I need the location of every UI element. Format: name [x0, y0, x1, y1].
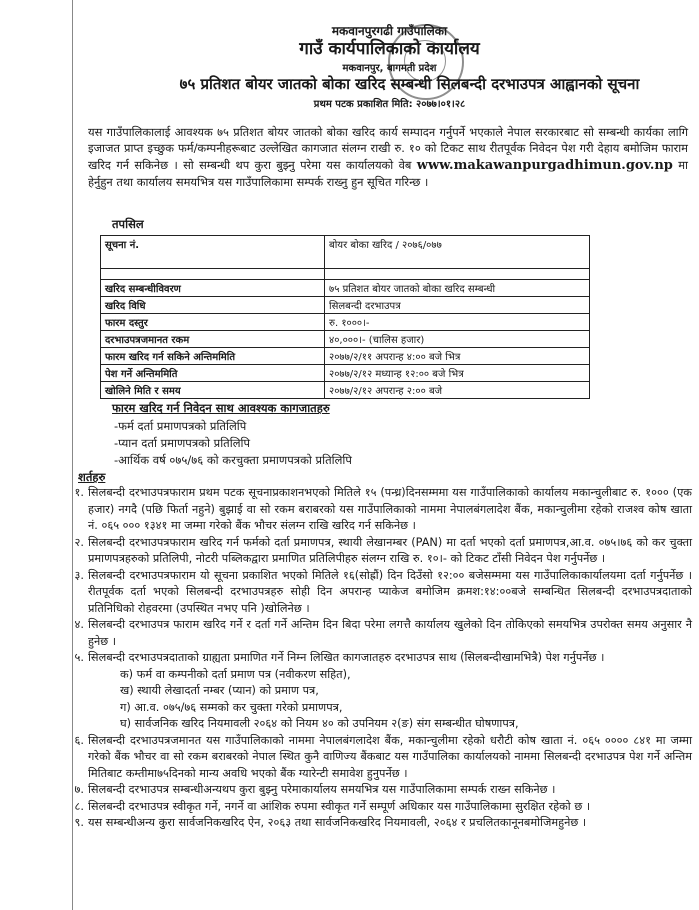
details-row	[101, 365, 590, 382]
term-item	[56, 650, 692, 733]
details-value: रु. १०००।-	[325, 314, 590, 331]
details-value	[325, 269, 590, 280]
term-number: ८.	[74, 799, 84, 813]
details-table	[100, 235, 590, 399]
website-link[interactable]: www.makawanpurgadhimun.gov.np	[416, 157, 673, 173]
municipality-name: मकवानपुरगढी गाउँपालिका	[331, 24, 448, 38]
term-number: ७.	[74, 783, 84, 796]
term-body: सिलबन्दी दरभाउपत्रफाराम प्रथम पटक सूचनाप्रकाशनभएको मितिले १५ (पन्ध्र)दिनसम्ममा यस गाउँपालिकाको कार्यालय मकान्चुलीबाट रु. १००० (एक हजार) नगदै (पछि फिर्ता नहुने) बुझाई वा सो रकम बराबरको यस गाउँपालिकाको नाममा नेपालबंगलादेश बैंक, मकान्चुलीमा रहेको राजश्व कोष खाता नं. ०६५ ००० १३४१ मा जम्मा गरेको बैंक भौचर संलग्न राखि खरिद गर्न सकिनेछ ।	[88, 486, 692, 532]
document-item: -प्यान दर्ता प्रमाणपत्रको प्रतिलिपि	[114, 436, 251, 450]
term-text	[88, 535, 692, 568]
details-value: २०७७/२/१२ अपरान्ह २:०० बजे	[325, 382, 590, 399]
term-item	[56, 485, 692, 535]
term-text	[88, 617, 692, 650]
terms-heading: शर्तहरु	[78, 470, 106, 484]
term-body: सिलबन्दी दरभाउपत्रफाराम खरिद गर्न फर्मको दर्ता प्रमाणपत्र, स्थायी लेखानम्बर (PAN) मा दर्ता भएको दर्ता प्रमाणपत्र,आ.व. ०७५।७६ को कर चुक्ता प्रमाणपत्रहरुको प्रतिलिपी, नोटरी पब्लिकद्वारा प्रमाणित प्रतिलिपीहरु संलग्न राखि रु. १०।- को टिकट टाँसी निवेदन पेश गर्नुपर्नेछ ।	[88, 535, 692, 565]
documents-title: फारम खरिद गर्न निवेदन साथ आवश्यक कागजातहरु	[112, 401, 330, 415]
details-row	[101, 331, 590, 348]
details-label: फारम दस्तुर	[101, 314, 325, 331]
term-body: सिलबन्दी दरभाउपत्रफाराम यो सूचना प्रकाशित भएको मितिले १६(सोह्रौं) दिन दिउँसो १२:०० बजेसम्ममा यस गाउँपालिकाकार्यालयमा दर्ता गर्नुपर्नेछ । रीतपूर्वक दर्ता भएको सिलबन्दी दरभाउपत्रहरु सोही दिन अपरान्ह प्याकेज बमोजिम क्रमश:१४:००बजे सम्बन्धित सिलबन्दी दरभाउपत्रदाताको प्रतिनिधिको रोहवरमा (उपस्थित नभए पनि )खोलिनेछ ।	[88, 568, 692, 615]
term-number: ९.	[74, 816, 84, 829]
term-text	[88, 485, 692, 535]
details-value: बोयर बोका खरिद / २०७६/०७७	[325, 236, 590, 269]
office-address: मकवानपुर, बागमती प्रदेश	[342, 63, 437, 74]
details-label: फारम खरिद गर्न सकिने अन्तिममिति	[101, 348, 325, 365]
details-label: सूचना नं.	[101, 236, 325, 269]
term-sub-item: क) फर्म वा कम्पनीको दर्ता प्रमाण पत्र (नवीकरण सहित),	[120, 667, 351, 681]
term-number: ५.	[74, 651, 84, 664]
details-value: २०७७/२/११ अपरान्ह ४:०० बजे भित्र	[325, 348, 590, 365]
term-body: सिलबन्दी दरभाउपत्रजमानत यस गाउँपालिकाको नाममा नेपालबंगलादेश बैंक, मकान्चुलीमा रहेको धरौटी कोष खाता नं. ०६५ ०००० ८४१ मा जम्मा गरेको बैंक भौचर वा सो रकम बराबरको नेपाल स्थित कुनै वाणिज्य बैंकबाट यस गाउँपालिका कार्यालयको नाममा सिलबन्दी दरभाउपत्र पेश गर्ने अन्तिम मितिबाट कम्तीमा७५दिनको मान्य अवधि भएको बैंक ग्यारेन्टी समावेश हुनुपर्नेछ ।	[88, 733, 692, 780]
terms-list	[56, 485, 692, 832]
term-text	[88, 733, 692, 783]
term-text	[88, 782, 692, 799]
details-row	[101, 236, 590, 269]
details-label: दरभाउपत्रजमानत रकम	[101, 331, 325, 348]
term-number: ३.	[74, 568, 84, 582]
notice-title: ७५ प्रतिशत बोयर जातको बोका खरिद सम्बन्धी सिलबन्दी दरभाउपत्र आह्वानको सूचना	[179, 75, 640, 93]
details-value: ७५ प्रतिशत बोयर जातको बोका खरिद सम्बन्धी	[325, 280, 590, 297]
required-documents	[112, 400, 352, 469]
term-body: यस सम्बन्धीअन्य कुरा सार्वजनिकखरिद ऐन, २०६३ तथा सार्वजनिकखरिद नियमावली, २०६४ र प्रचलितकानूनबमोजिमहुनेछ ।	[88, 816, 587, 829]
details-label: खरिद विधि	[101, 297, 325, 314]
term-number: १.	[74, 486, 84, 499]
intro-text-after: मा हेर्नुहुन तथा कार्यालय समयभित्र यस गाउँपालिकामा सम्पर्क राख्नु हुन सूचित गरिन्छ ।	[88, 157, 688, 189]
details-label: खरिद सम्बन्धीविवरण	[101, 280, 325, 297]
term-number: ४.	[74, 618, 84, 631]
intro-text: यस गाउँपालिकालाई आवश्यक ७५ प्रतिशत बोयर जातको बोका खरिद कार्य सम्पादन गर्नुपर्ने भएकाले नेपाल सरकारबाट सो सम्बन्धी कार्यका लागि इजाजत प्राप्त इच्छुक फर्म/कम्पनीहरूबाट उल्लेखित कागजात संलग्न राखी रु. १० को टिकट साथ रीतपूर्वक निवेदन पेश गरी देहाय बमोजिम फाराम खरिद गर्न सकिनेछ । सो सम्बन्धी थप कुरा बुझ्नु परेमा यस कार्यालयको वेब	[88, 125, 688, 172]
term-text	[88, 799, 692, 816]
term-item	[56, 535, 692, 568]
term-item	[56, 568, 692, 618]
term-body: सिलबन्दी दरभाउपत्र फाराम खरिद गर्ने र दर्ता गर्ने अन्तिम दिन बिदा परेमा लगत्तै कार्यालय खुलेको दिन तोकिएको समयभित्र उपरोक्त समय अनुसार नै हुनेछ ।	[88, 618, 692, 648]
term-number: २.	[74, 535, 84, 549]
term-item	[56, 799, 692, 816]
term-item	[56, 815, 692, 832]
term-text	[88, 650, 692, 733]
details-label: पेश गर्ने अन्तिममिति	[101, 365, 325, 382]
details-row	[101, 297, 590, 314]
details-row	[101, 269, 590, 280]
intro-paragraph	[88, 124, 688, 190]
details-row	[101, 314, 590, 331]
term-body: सिलबन्दी दरभाउपत्र सम्बन्धीअन्यथप कुरा बुझ्नु परेमाकार्यालय समयभित्र यस गाउँपालिकामा सम्पर्क राख्न सकिनेछ ।	[88, 783, 556, 796]
term-item	[56, 733, 692, 783]
details-label	[101, 269, 325, 280]
office-name: गाउँ कार्यपालिकाको कार्यालय	[299, 39, 480, 59]
details-row	[101, 280, 590, 297]
details-row	[101, 382, 590, 399]
publish-date: प्रथम पटक प्रकाशित मिति: २०७७।०१।२८	[313, 99, 466, 110]
term-sub-item: ग) आ.व. ०७५/७६ सम्मको कर चुक्ता गरेको प्रमाणपत्र,	[120, 700, 343, 714]
details-value: ४०,०००।- (चालिस हजार)	[325, 331, 590, 348]
term-item	[56, 617, 692, 650]
document-item: -आर्थिक वर्ष ०७५/७६ को करचुक्ता प्रमाणपत्रको प्रतिलिपि	[114, 453, 352, 467]
details-label: खोलिने मिति र समय	[101, 382, 325, 399]
details-value: २०७७/२/१२ मध्यान्ह १२:०० बजे भित्र	[325, 365, 590, 382]
document-item: -फर्म दर्ता प्रमाणपत्रको प्रतिलिपि	[114, 419, 247, 433]
term-item	[56, 782, 692, 799]
term-body: सिलबन्दी दरभाउपत्र स्वीकृत गर्ने, नगर्ने वा आंशिक रुपमा स्वीकृत गर्ने सम्पूर्ण अधिकार यस गाउँपालिकामा सुरक्षित रहेको छ ।	[88, 799, 591, 813]
term-sub-item: ख) स्थायी लेखादर्ता नम्बर (प्यान) को प्रमाण पत्र,	[120, 684, 319, 697]
term-text	[88, 815, 692, 832]
details-row	[101, 348, 590, 365]
term-sub-item: घ) सार्वजनिक खरिद नियमावली २०६४ को नियम ४० को उपनियम २(ङ) संग सम्बन्धीत घोषणापत्र,	[120, 717, 519, 730]
term-body: सिलबन्दी दरभाउपत्रदाताको ग्राह्यता प्रमाणित गर्ने निम्न लिखित कागजातहरु दरभाउपत्र साथ (सिलबन्दीखामभित्रै) पेश गर्नुपर्नेछ ।	[88, 651, 605, 664]
term-text	[88, 568, 692, 618]
details-value: सिलबन्दी दरभाउपत्र	[325, 297, 590, 314]
details-heading: तपसिल	[112, 217, 144, 231]
term-number: ६.	[74, 733, 84, 747]
